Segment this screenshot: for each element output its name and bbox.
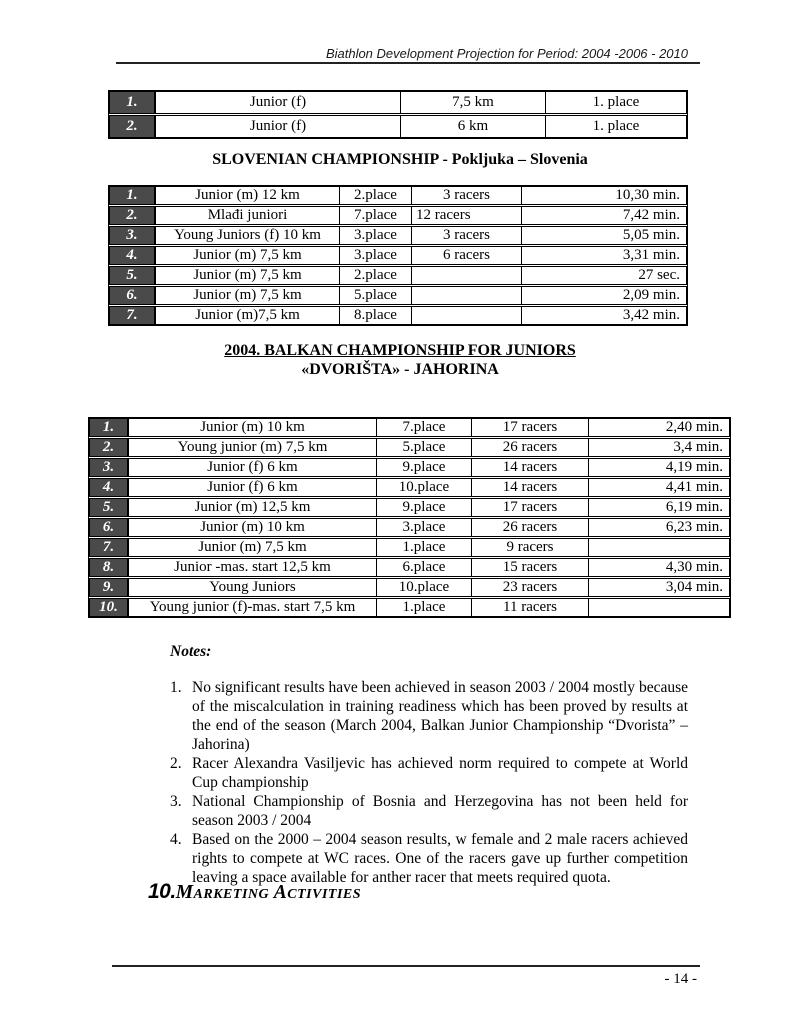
slovenian-championship-heading: SLOVENIAN CHAMPIONSHIP - Pokljuka – Slovenia	[212, 151, 588, 168]
footer-rule	[112, 965, 700, 967]
balkan-championship-heading	[0, 341, 800, 379]
table-cell: 3 racers	[412, 227, 522, 244]
table-cell: Mlađi juniori	[156, 207, 340, 224]
note-item-text: Based on the 2000 – 2004 season results, w female and 2 male racers achieved rights to compete at WC races. One of the racers gave up further competition leaving a space available for anther racer that meets required quota.	[192, 831, 688, 886]
note-item-number: 2.	[170, 755, 182, 772]
table-cell: 3,4 min.	[673, 439, 723, 455]
table-row	[89, 438, 730, 457]
table-cell: 10,30 min.	[615, 187, 680, 203]
note-item-text: Racer Alexandra Vasiljevic has achieved norm required to compete at World Cup championship	[192, 755, 688, 791]
page-number: - 14 -	[664, 971, 697, 987]
table-row	[89, 598, 730, 617]
row-number-cell: 3.	[90, 459, 129, 476]
notes-section	[170, 642, 688, 887]
table-cell: Junior (m) 10 km	[129, 419, 377, 436]
table-cell: Young Juniors	[129, 579, 377, 596]
table-row	[109, 286, 687, 305]
table-cell	[412, 307, 522, 324]
table-cell: 17 racers	[472, 419, 589, 436]
table-row	[89, 498, 730, 517]
row-number-cell: 8.	[90, 559, 129, 576]
table-cell: 3.place	[340, 247, 412, 264]
table-cell: 4,41 min.	[665, 479, 723, 495]
table-row	[89, 558, 730, 577]
marketing-activities-heading	[148, 880, 361, 904]
top-results-table	[108, 90, 688, 139]
table-cell	[589, 539, 729, 556]
table-row	[109, 266, 687, 285]
row-number-cell: 2.	[110, 116, 156, 137]
table-cell: 7.place	[377, 419, 472, 436]
table-cell: Junior (f) 6 km	[129, 459, 377, 476]
table-cell: Junior (m) 7,5 km	[129, 539, 377, 556]
table-cell: Junior -mas. start 12,5 km	[129, 559, 377, 576]
table-cell: 7.place	[340, 207, 412, 224]
table-cell: 5.place	[377, 439, 472, 456]
note-item-number: 4.	[170, 831, 182, 848]
table-cell: Junior (f)	[156, 92, 401, 113]
table-cell: 1. place	[592, 94, 640, 110]
table-cell: 26 racers	[472, 439, 589, 456]
table-cell: 1. place	[592, 118, 640, 134]
row-number-cell: 2.	[90, 439, 129, 456]
slovenian-championship-table	[108, 185, 688, 326]
table-cell: 15 racers	[472, 559, 589, 576]
table-cell: 17 racers	[472, 499, 589, 516]
balkan-championship-table	[88, 417, 731, 618]
row-number-cell: 7.	[90, 539, 129, 556]
table-row	[89, 478, 730, 497]
row-number-cell: 4.	[90, 479, 129, 496]
notes-list	[170, 678, 688, 887]
table-cell: Junior (m) 12,5 km	[129, 499, 377, 516]
row-number-cell: 5.	[110, 267, 156, 284]
row-number-cell: 10.	[90, 599, 129, 616]
table-cell: 6,19 min.	[665, 499, 723, 515]
table-cell: 2.place	[340, 267, 412, 284]
table-cell: Junior (m) 12 km	[156, 187, 340, 204]
section-title: Marketing Activities	[175, 882, 362, 903]
row-number-cell: 4.	[110, 247, 156, 264]
table-cell: Young Juniors (f) 10 km	[156, 227, 340, 244]
header-rule	[116, 62, 700, 64]
table-cell: 12 racers	[412, 207, 522, 224]
row-number-cell: 9.	[90, 579, 129, 596]
note-item-number: 1.	[170, 679, 182, 696]
table-cell: 3 racers	[412, 187, 522, 204]
table-cell: 14 racers	[472, 479, 589, 496]
table-cell: 4,30 min.	[665, 559, 723, 575]
running-header: Biathlon Development Projection for Period: 2004 -2006 - 2010	[325, 46, 688, 61]
table-cell: 2.place	[340, 187, 412, 204]
table-row	[89, 518, 730, 537]
table-cell: 3,42 min.	[622, 307, 680, 323]
row-number-cell: 1.	[110, 187, 156, 204]
note-item-number: 3.	[170, 793, 182, 810]
table-cell: Junior (m) 7,5 km	[156, 287, 340, 304]
table-cell: 3.place	[340, 227, 412, 244]
table-cell: 10.place	[377, 579, 472, 596]
table-row	[109, 226, 687, 245]
row-number-cell: 7.	[110, 307, 156, 324]
row-number-cell: 1.	[110, 92, 156, 113]
row-number-cell: 6.	[90, 519, 129, 536]
table-cell: Junior (f) 6 km	[129, 479, 377, 496]
table-cell: 1.place	[377, 539, 472, 556]
section-number: 10.	[148, 880, 176, 903]
table-row	[89, 458, 730, 477]
table-cell: 27 sec.	[638, 267, 680, 283]
table-row	[109, 246, 687, 265]
table-cell	[589, 599, 729, 616]
table-cell: 9 racers	[472, 539, 589, 556]
table-cell: 23 racers	[472, 579, 589, 596]
table-row	[109, 115, 687, 138]
table-cell: 14 racers	[472, 459, 589, 476]
note-item-text: No significant results have been achieved in season 2003 / 2004 mostly because of the miscalculation in training readiness which has been proved by results at the end of the season (March 2004, Balkan Junior Championship “Dvorista” – Jahorina)	[192, 679, 688, 753]
table-cell: 6 km	[401, 116, 546, 137]
table-cell: 6,23 min.	[665, 519, 723, 535]
table-cell: 7,5 km	[401, 92, 546, 113]
table-cell: Junior (f)	[156, 116, 401, 137]
note-item-text: National Championship of Bosnia and Herzegovina has not been held for season 2003 / 2004	[192, 793, 688, 829]
table-cell: Junior (m) 10 km	[129, 519, 377, 536]
table-cell: 7,42 min.	[622, 207, 680, 223]
table-cell: 8.place	[340, 307, 412, 324]
balkan-heading-line1: 2004. BALKAN CHAMPIONSHIP FOR JUNIORS	[224, 342, 576, 359]
table-cell	[412, 287, 522, 304]
table-cell: 9.place	[377, 459, 472, 476]
table-cell: 10.place	[377, 479, 472, 496]
table-cell: Young junior (f)-mas. start 7,5 km	[129, 599, 377, 616]
table-cell: 5,05 min.	[622, 227, 680, 243]
table-cell: Junior (m)7,5 km	[156, 307, 340, 324]
table-row	[109, 91, 687, 114]
table-cell: 26 racers	[472, 519, 589, 536]
note-item	[170, 792, 688, 830]
table-cell: Junior (m) 7,5 km	[156, 247, 340, 264]
table-cell: 5.place	[340, 287, 412, 304]
row-number-cell: 5.	[90, 499, 129, 516]
table-row	[109, 306, 687, 325]
note-item	[170, 830, 688, 887]
table-row	[89, 418, 730, 437]
table-cell	[412, 267, 522, 284]
table-cell: 4,19 min.	[665, 459, 723, 475]
table-cell: 1.place	[377, 599, 472, 616]
table-row	[109, 206, 687, 225]
table-cell: Junior (m) 7,5 km	[156, 267, 340, 284]
table-row	[109, 186, 687, 205]
row-number-cell: 1.	[90, 419, 129, 436]
table-cell: Young junior (m) 7,5 km	[129, 439, 377, 456]
table-row	[89, 538, 730, 557]
table-row	[89, 578, 730, 597]
note-item	[170, 754, 688, 792]
row-number-cell: 3.	[110, 227, 156, 244]
table-cell: 2,09 min.	[622, 287, 680, 303]
table-cell: 3.place	[377, 519, 472, 536]
row-number-cell: 2.	[110, 207, 156, 224]
row-number-cell: 6.	[110, 287, 156, 304]
table-cell: 9.place	[377, 499, 472, 516]
balkan-heading-line2: «DVORIŠTA» - JAHORINA	[301, 361, 499, 378]
notes-heading: Notes:	[170, 643, 212, 660]
table-cell: 2,40 min.	[665, 419, 723, 435]
table-cell: 3,04 min.	[665, 579, 723, 595]
table-cell: 6 racers	[412, 247, 522, 264]
table-cell: 3,31 min.	[622, 247, 680, 263]
table-cell: 6.place	[377, 559, 472, 576]
note-item	[170, 678, 688, 754]
table-cell: 11 racers	[472, 599, 589, 616]
